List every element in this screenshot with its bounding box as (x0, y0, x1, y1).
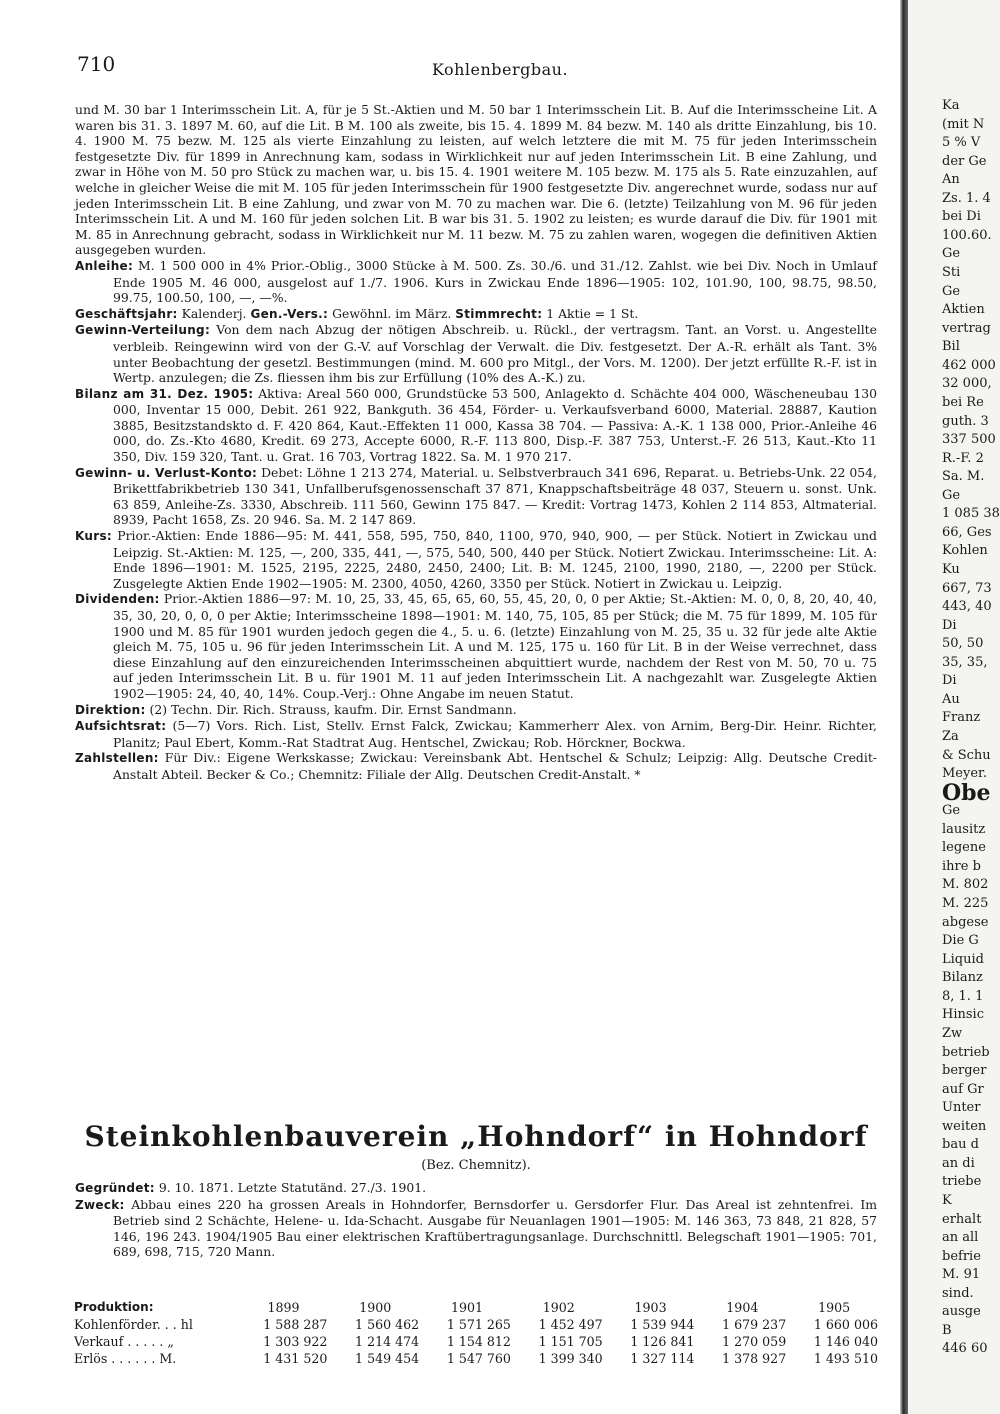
section-title: Steinkohlenbauverein „Hohndorf“ in Hohndorf (84, 1120, 868, 1153)
facing-page-fragment: 443, 40 (942, 599, 992, 614)
facing-page-fragment: Bilanz (942, 970, 983, 985)
stimm-label: Stimmrecht: (455, 306, 543, 321)
book-spine (900, 0, 908, 1414)
table-cell: 1 539 944 (630, 1317, 695, 1332)
row-label: Kohlenförder. . . hl (74, 1317, 193, 1332)
facing-page-fragment: abgese (942, 915, 989, 930)
facing-page-fragment: Au (942, 692, 960, 707)
table-cell: 1 146 040 (813, 1334, 878, 1349)
table-row (72, 1333, 880, 1350)
running-head: Kohlenbergbau. (431, 60, 569, 79)
zahlstellen-paragraph (75, 750, 877, 782)
guv-paragraph (75, 465, 877, 528)
gegr-label: Gegründet: (75, 1181, 155, 1195)
facing-page-fragment: 8, 1. 1 (942, 989, 984, 1004)
year-header: 1901 (451, 1300, 484, 1315)
table-cell: 1 493 510 (813, 1351, 878, 1366)
facing-page-fragment: 66, Ges (942, 525, 992, 540)
facing-page-fragment: 446 60 (942, 1341, 988, 1356)
facing-page-fragment: Ge (942, 488, 961, 503)
bilanz-paragraph (75, 386, 877, 465)
row-label: Verkauf . . . . . „ (74, 1334, 174, 1349)
table-cell: 1 571 265 (446, 1317, 511, 1332)
intro-paragraph: und M. 30 bar 1 Interimsschein Lit. A, für je 5 St.-Aktien und M. 50 bar 1 Interimsschein Lit. B. Auf die Interimsscheine Lit. A waren bis 31. 3. 1897 M. 60, auf die Lit. B M. 100 als zweite, bis 15. 4. 1899 M. 84 bezw. M. 140 als dritte Einzahlung, bis 10. 4. 1900 M. 75 bezw. M. 125 als vierte Einzahlung zu leisten, auf welch letztere die mit M. 75 für jeden Interimsschein festgesetzte Div. für 1899 in Anrechnung kam, sodass in Wirklichkeit nur auf jeden Interimsschein Lit. B eine Zahlung, und zwar in Höhe von M. 50 pro Stück zu machen war, u. bis 15. 4. 1901 weitere M. 105 bezw. M. 175 als 5. Rate einzuzahlen, auf welche in gleicher Weise die mit M. 105 für jeden Interimsschein für 1900 festgesetzte Div. angerechnet wurde, sodass nur auf jeden Interimsschein Lit. B eine Zahlung, und zwar von M. 70 zu machen war. Die 6. (letzte) Teilzahlung von M. 96 für jeden Interimsschein Lit. A und M. 160 für jeden solchen Lit. B war bis 31. 5. 1902 zu leisten; es wurde darauf die Div. für 1901 mit M. 85 in Anrechnung gebracht, sodass in Wirklichkeit nur M. 11 bezw. M. 75 zu zahlen waren, wogegen die definitiven Aktien ausgegeben wurden. (75, 102, 877, 258)
year-header: 1903 (634, 1300, 667, 1315)
facing-page-fragment: Ge (942, 246, 961, 261)
facing-page-fragment: Hinsic (942, 1007, 984, 1022)
div-text: Prior.-Aktien 1886—97: M. 10, 25, 33, 45, 65, 65, 60, 55, 45, 20, 0, 0 per Aktie; St.-Aktien: M. 0, 0, 8, 20, 40, 40, 35, 30, 20, 0, 0, 0 per Aktie; Interimsscheine 1898—1901: M. 140, 75, 105, 85 per Stück; die M. 75 für 1899, M. 105 für 1900 und M. 85 für 1901 wurden jedoch gegen die 4., 5. u. 6. (letzte) Einzahlung von M. 25, 35 u. 32 für jede alte Aktie gleich M. 75, 105 u. 96 für jeden Interimsschein Lit. A und M. 125, 175 u. 160 für Lit. B in der Weise verrechnet, dass diese Einzahlung auf den einzureichenden Interimsscheinen abquittiert wurde, nachdem der Rest von M. 50, 70 u. 75 auf jeden Interimsschein Lit. B u. für 1901 M. 11 auf jeden Interimsschein Lit. A nachgezahlt war. Zusgelegte Aktien 1902—1905: 24, 40, 40, 14%. Coup.-Verj.: Ohne Angabe im neuen Statut. (113, 591, 877, 701)
facing-page-fragment: Ge (942, 284, 961, 299)
facing-page-fragment: der Ge (942, 154, 987, 169)
gegr-text: 9. 10. 1871. Letzte Statutänd. 27./3. 1901. (158, 1180, 427, 1195)
facing-page-fragment: bau d (942, 1137, 979, 1152)
facing-page-fragment: Sti (942, 265, 961, 280)
facing-page-fragment: Aktien (942, 302, 985, 317)
kurs-label: Kurs: (75, 529, 112, 544)
production-header-row (72, 1299, 880, 1316)
page-number: 710 (77, 52, 116, 76)
facing-page-fragment: Za (942, 729, 959, 744)
anleihe-text: M. 1 500 000 in 4% Prior.-Oblig., 3000 Stücke à M. 500. Zs. 30./6. und 31./12. Zahlst. wie bei Div. Noch in Umlauf Ende 1905 M. 46 000, ausgelost auf 1./7. 1906. Kurs in Zwickau Ende 1896—1905: 102, 101.90, 100, 98.75, 98.50, 99.75, 100.50, 100, —, —%. (113, 257, 877, 306)
facing-page-fragment: Ka (942, 98, 960, 113)
table-cell: 1 270 059 (722, 1334, 787, 1349)
facing-page-fragment: 35, 35, (942, 655, 988, 670)
facing-page-fragment: Ge (942, 803, 961, 818)
facing-page-fragment: Bil (942, 339, 960, 354)
facing-page-fragment: befrie (942, 1249, 981, 1264)
year-header: 1904 (726, 1300, 759, 1315)
facing-page-fragment: bei Di (942, 209, 981, 224)
aufsichtsrat-paragraph (75, 718, 877, 750)
zweck-paragraph (75, 1197, 877, 1260)
row-label: Erlös . . . . . . M. (74, 1351, 177, 1366)
guv-text: Debet: Löhne 1 213 274, Material. u. Selbstverbrauch 341 696, Reparat. u. Betriebs-Unk. 22 054, Brikettfabrikbetrieb 130 341, Unfallberufsgenossenschaft 37 871, Knappschaftsbeiträge 48 037, Steuern u. sonst. Unk. 63 859, Anleihe-Zs. 3330, Abschreib. 111 560, Gewinn 175 847. — Kredit: Vortrag 1473, Kohlen 2 114 853, Altmaterial. 8939, Pacht 1658, Zs. 20 946. Sa. M. 2 147 869. (113, 464, 877, 528)
facing-page-fragment: ausge (942, 1304, 981, 1319)
facing-page-fragment: An (942, 172, 960, 187)
gewinn-paragraph (75, 322, 877, 385)
ar-text: (5—7) Vors. Rich. List, Stellv. Ernst Falck, Zwickau; Kammerherr Alex. von Arnim, Berg-Dir. Heinr. Richter, Planitz; Paul Ebert, Komm.-Rat Stadtrat Aug. Hentschel, Zwickau; Rob. Hörckner, Bockwa. (113, 718, 877, 750)
facing-page-fragment: 32 000, (942, 376, 992, 391)
facing-page-fragment: vertrag (942, 321, 991, 336)
facing-page-fragment: bei Re (942, 395, 984, 410)
table-cell: 1 431 520 (263, 1351, 328, 1366)
facing-page-fragment: an di (942, 1156, 975, 1171)
year-header: 1902 (542, 1300, 575, 1315)
table-cell: 1 679 237 (722, 1317, 787, 1332)
gv-label: Gen.-Vers.: (250, 306, 329, 321)
facing-page-fragment: Ku (942, 562, 960, 577)
facing-page-fragment: guth. 3 (942, 414, 989, 429)
table-cell: 1 154 812 (446, 1334, 511, 1349)
facing-page-fragment: ihre b (942, 859, 981, 874)
facing-page-fragment: erhalt (942, 1212, 982, 1227)
facing-page-fragment: M. 802 (942, 877, 989, 892)
zahl-text: Für Div.: Eigene Werkskasse; Zwickau: Vereinsbank Abt. Hentschel & Schulz; Leipzig: Allg. Deutsche Credit-Anstalt Abteil. Becker & Co.; Chemnitz: Filiale der Allg. Deutschen Credit-Anstalt. * (113, 750, 877, 782)
table-cell: 1 214 474 (355, 1334, 420, 1349)
facing-page-fragment: 337 500 (942, 432, 996, 447)
zweck-label: Zweck: (75, 1197, 125, 1212)
gewinn-label: Gewinn-Verteilung: (75, 323, 211, 338)
anleihe-label: Anleihe: (75, 258, 134, 273)
bilanz-label: Bilanz am 31. Dez. 1905: (75, 386, 254, 401)
table-row (72, 1316, 880, 1333)
facing-page-fragment: berger (942, 1063, 987, 1078)
facing-page-fragment: Meyer. (942, 766, 987, 781)
div-label: Dividenden: (75, 592, 160, 607)
kurs-text: Prior.-Aktien: Ende 1886—95: M. 441, 558, 595, 750, 840, 1100, 970, 940, 900, — per Stück. Notiert in Zwickau und Leipzig. St.-Aktien: M. 125, —, 200, 335, 441, —, 575, 540, 500, 440 per Stück. Notiert Zwickau. Interimsscheine: Lit. A: Ende 1896—1901: M. 1525, 2195, 2225, 2480, 2450, 2400; Lit. B: M. 1245, 2100, 1990, 2180, —, 2200 per Stück. Zusgelegte Aktien Ende 1902—1905: M. 2300, 4050, 4260, 3350 per Stück. Notiert in Zwickau u. Leipzig. (113, 528, 877, 591)
gv-text: Gewöhnl. im März. (332, 305, 452, 321)
facing-page-fragment: an all (942, 1230, 979, 1245)
table-cell: 1 399 340 (538, 1351, 603, 1366)
guv-label: Gewinn- u. Verlust-Konto: (75, 465, 258, 480)
bilanz-text: Aktiva: Areal 560 000, Grundstücke 53 500, Anlagekto d. Schächte 404 000, Wäscheneubau 130 000, Inventar 15 000, Debit. 261 922, Bankguth. 36 454, Förder- u. Verkaufsverband 6000, Material. 28887, Kaution 3885, Besitzstandskto d. F. 420 864, Kaut.-Effekten 11 000, Kassa 38 704. — Passiva: A.-K. 1 138 000, Prior.-Anleihe 46 000, do. Zs.-Kto 4680, Kredit. 69 273, Accepte 6000, R.-F. 113 800, Disp.-F. 387 753, Unterst.-F. 26 513, Kaut.-Kto 11 350, Div. 159 320, Tant. u. Grat. 16 703, Vortrag 1822. Sa. M. 1 970 217. (113, 385, 877, 465)
facing-page-fragment: Kohlen (942, 543, 988, 558)
facing-page-fragment: M. 91 (942, 1267, 981, 1282)
facing-page-fragment: Die G (942, 933, 979, 948)
facing-page-fragment: 462 000 (942, 358, 996, 373)
facing-page-fragment: Di (942, 673, 957, 688)
year-header: 1899 (267, 1300, 300, 1315)
table-cell: 1 547 760 (446, 1351, 511, 1366)
facing-page-fragment: sind. (942, 1286, 974, 1301)
facing-page-fragment: 1 085 38 (942, 506, 1000, 521)
facing-page-fragment: 667, 73 (942, 581, 992, 596)
table-cell: 1 452 497 (538, 1317, 603, 1332)
stimm-text: 1 Aktie = 1 St. (546, 305, 639, 321)
section-subtitle: (Bez. Chemnitz). (421, 1158, 531, 1173)
table-cell: 1 327 114 (630, 1351, 695, 1366)
facing-page-fragment: Zs. 1. 4 (942, 191, 991, 206)
zahl-label: Zahlstellen: (75, 751, 159, 766)
table-cell: 1 303 922 (263, 1334, 328, 1349)
meta-paragraph (75, 306, 877, 323)
table-cell: 1 588 287 (263, 1317, 328, 1332)
direktion-label: Direktion: (75, 702, 146, 717)
facing-page-fragment: & Schu (942, 748, 991, 763)
facing-page-fragment: M. 225 (942, 896, 989, 911)
facing-page-fragment: R.-F. 2 (942, 451, 984, 466)
facing-page-fragment: Zw (942, 1026, 963, 1041)
year-header: 1905 (818, 1300, 851, 1315)
facing-page-fragment: B (942, 1323, 952, 1338)
table-cell: 1 126 841 (630, 1334, 695, 1349)
ar-label: Aufsichtsrat: (75, 719, 167, 734)
production-label: Produktion: (74, 1300, 154, 1314)
direktion-paragraph (75, 702, 877, 719)
facing-page-edge (908, 0, 1000, 1414)
gj-text: Kalenderj. (181, 305, 247, 321)
facing-page-fragment: Sa. M. (942, 469, 985, 484)
gj-label: Geschäftsjahr: (75, 306, 178, 321)
dividenden-paragraph (75, 591, 877, 701)
table-cell: 1 549 454 (355, 1351, 420, 1366)
facing-page-fragment: 50, 50 (942, 636, 984, 651)
facing-page-fragment: Franz (942, 710, 981, 725)
facing-page-fragment: triebe (942, 1174, 982, 1189)
kurs-paragraph (75, 528, 877, 591)
hohndorf-entry-body (75, 1180, 877, 1260)
facing-page-fragment: lausitz (942, 822, 986, 837)
facing-page-fragment: 100.60. (942, 228, 992, 243)
table-cell: 1 560 462 (355, 1317, 420, 1332)
facing-page-fragment: Unter (942, 1100, 981, 1115)
facing-page-fragment: 5 % V (942, 135, 981, 150)
gewinn-text: Von dem nach Abzug der nötigen Abschreib. u. Rückl., der vertragsm. Tant. an Vorst. u. Angestellte verbleib. Reingewinn wird von der G.-V. auf Vorschlag der Verwalt. die Div. festgesetzt. Der A.-R. erhält als Tant. 3% unter Beobachtung der gesetzl. Bestimmungen (mind. M. 600 pro Mitgl., der Vors. M. 1200). Der jetzt erfüllte R.-F. ist in Wertp. anzulegen; die Zs. fliessen ihm bis zur Erfüllung (10% des A.-K.) zu. (113, 322, 877, 386)
anleihe-paragraph (75, 258, 877, 306)
gegruendet-paragraph (75, 1180, 877, 1197)
production-table (72, 1299, 880, 1367)
table-row (72, 1350, 880, 1367)
facing-page-fragment: (mit N (942, 117, 985, 132)
table-cell: 1 151 705 (538, 1334, 603, 1349)
zweck-text: Abbau eines 220 ha grossen Areals in Hohndorfer, Bernsdorfer u. Gersdorfer Flur. Das Areal ist zehntenfrei. Im Betrieb sind 2 Schächte, Helene- u. Ida-Schacht. Ausgabe für Neuanlagen 1901—1905: M. 146 363, 73 848, 21 828, 57 146, 196 243. 1904/1905 Bau einer elektrischen Kraftübertragungsanlage. Durchschnittl. Belegschaft 1901—1905: 701, 689, 698, 715, 720 Mann. (113, 1196, 877, 1260)
facing-page-fragment: Di (942, 618, 957, 633)
table-cell: 1 660 006 (813, 1317, 878, 1332)
facing-page-fragment: betrieb (942, 1045, 990, 1060)
facing-page-fragment: Obe (942, 780, 991, 806)
facing-page-fragment: Liquid (942, 952, 984, 967)
facing-page-fragment: K (942, 1193, 952, 1208)
facing-page-fragment: auf Gr (942, 1082, 984, 1097)
direktion-text: (2) Techn. Dir. Rich. Strauss, kaufm. Dir. Ernst Sandmann. (149, 701, 517, 717)
company-entry-body (75, 102, 877, 783)
facing-page-fragment: weiten (942, 1119, 987, 1134)
table-cell: 1 378 927 (722, 1351, 787, 1366)
year-header: 1900 (359, 1300, 392, 1315)
facing-page-fragment: legene (942, 840, 986, 855)
